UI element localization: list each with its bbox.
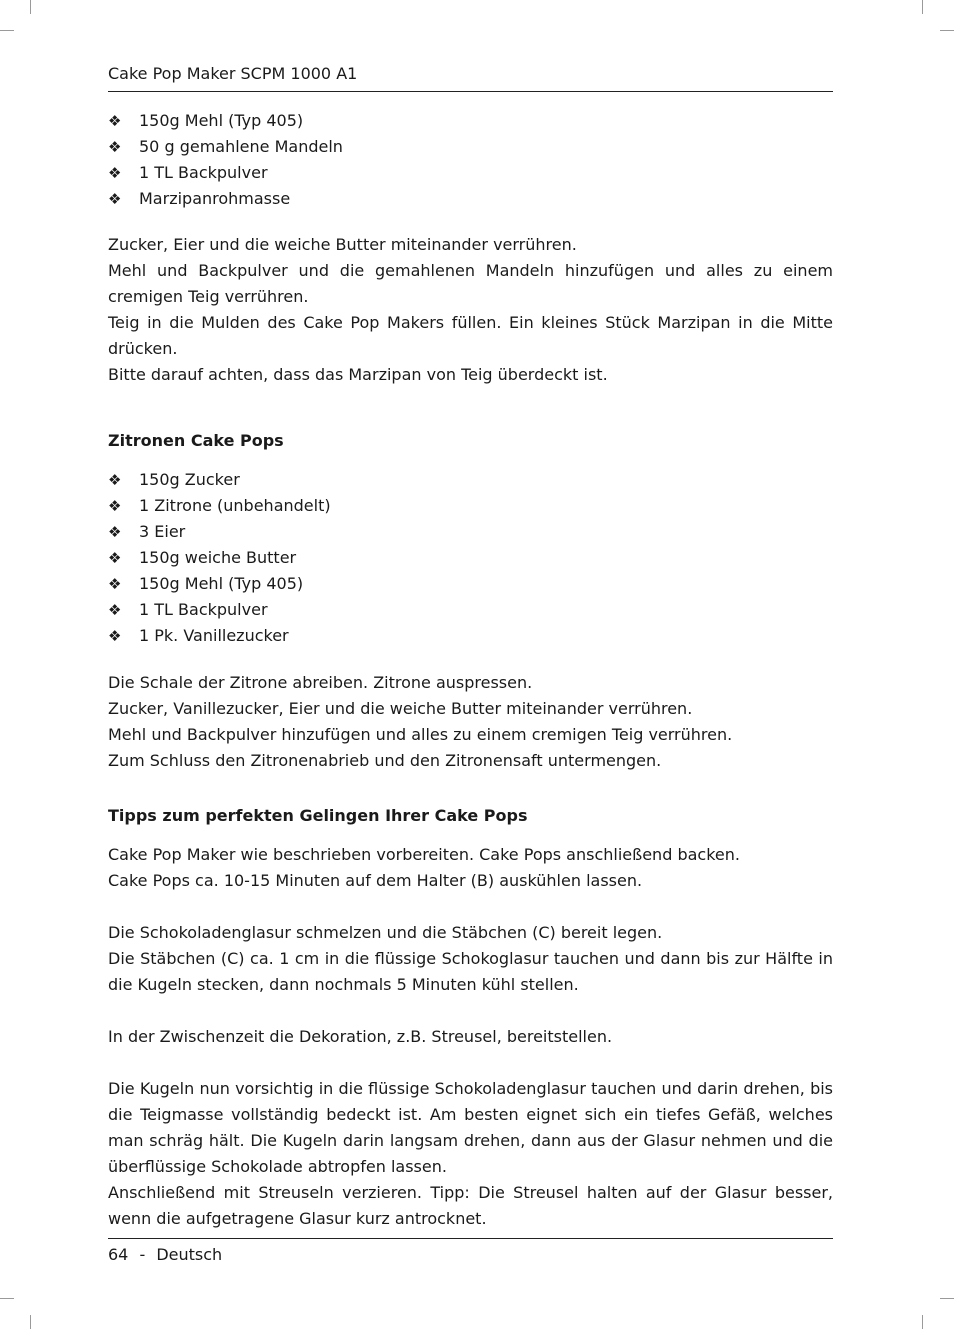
instructions-paragraph: Die Schokoladenglasur schmelzen und die Stäbchen (C) bereit legen. Die Stäbchen (C) ca. 1 cm in die flüssige Schokoglasur tauchen und dann bis zur Hälfte in die Kugeln stecken, dann nochmals 5 Minuten kühl stellen. (108, 923, 833, 994)
list-item: ❖ 150g Mehl (Typ 405) (108, 571, 833, 597)
page-number: 64 (108, 1245, 129, 1264)
running-header (108, 62, 833, 86)
header-rule (108, 91, 833, 92)
crop-mark (30, 0, 31, 14)
section-heading: Zitronen Cake Pops (108, 431, 284, 450)
list-item: ❖ 1 TL Backpulver (108, 160, 833, 186)
instructions-paragraph: Zucker, Eier und die weiche Butter miteinander verrühren. Mehl und Backpulver und die gemahlenen Mandeln hinzufügen und alles zu einem cremigen Teig verrühren. Teig in die Mulden des Cake Pop Makers füllen. Ein kleines Stück Marzipan in die Mitte drücken. Bitte darauf achten, dass das Marzipan von Teig überdeckt ist. (108, 235, 833, 384)
bullet-icon: ❖ (108, 627, 122, 645)
bullet-icon: ❖ (108, 190, 122, 208)
section-heading: Tipps zum perfekten Gelingen Ihrer Cake Pops (108, 806, 528, 825)
crop-mark (922, 0, 923, 14)
instructions-paragraph: Cake Pop Maker wie beschrieben vorbereiten. Cake Pops anschließend backen. Cake Pops ca. 10-15 Minuten auf dem Halter (B) auskühlen lassen. (108, 845, 740, 890)
list-item: ❖ 150g weiche Butter (108, 545, 833, 571)
list-item: ❖ 1 TL Backpulver (108, 597, 833, 623)
crop-mark (30, 1315, 31, 1329)
list-item: ❖ 150g Mehl (Typ 405) (108, 108, 833, 134)
crop-mark (940, 30, 954, 31)
crop-mark (0, 30, 14, 31)
bullet-icon: ❖ (108, 601, 122, 619)
bullet-icon: ❖ (108, 523, 122, 541)
crop-mark (922, 1315, 923, 1329)
list-item: ❖ Marzipanrohmasse (108, 186, 833, 212)
bullet-icon: ❖ (108, 575, 122, 593)
bullet-icon: ❖ (108, 164, 122, 182)
footer-rule (108, 1238, 833, 1239)
bullet-icon: ❖ (108, 497, 122, 515)
bullet-icon: ❖ (108, 112, 122, 130)
bullet-icon: ❖ (108, 549, 122, 567)
crop-mark (940, 1298, 954, 1299)
bullet-icon: ❖ (108, 471, 122, 489)
list-item: ❖ 50 g gemahlene Mandeln (108, 134, 833, 160)
footer-language: Deutsch (156, 1245, 223, 1264)
page-content (108, 108, 833, 1232)
footer-separator: - (139, 1245, 146, 1264)
bullet-icon: ❖ (108, 138, 122, 156)
header-title: Cake Pop Maker SCPM 1000 A1 (108, 64, 358, 83)
ingredient-list (108, 108, 833, 212)
instructions-paragraph: Die Schale der Zitrone abreiben. Zitrone auspressen. Zucker, Vanillezucker, Eier und die weiche Butter miteinander verrühren. Mehl und Backpulver hinzufügen und alles zu einem cremigen Teig verrühren. Zum Schluss den Zitronenabrieb und den Zitronensaft untermengen. (108, 673, 733, 770)
list-item: ❖ 1 Zitrone (unbehandelt) (108, 493, 833, 519)
instructions-paragraph: Die Kugeln nun vorsichtig in die flüssige Schokoladenglasur tauchen und darin drehen, bis die Teigmasse vollständig bedeckt ist. Am besten eignet sich ein tiefes Gefäß, welches man schräg hält. Die Kugeln darin langsam drehen, dann aus der Glasur nehmen und die überflüssige Schokolade abtropfen lassen. Anschließend mit Streuseln verzieren. Tipp: Die Streusel halten auf der Glasur besser, wenn die aufgetragene Glasur kurz antrocknet. (108, 1079, 833, 1228)
ingredient-list (108, 467, 833, 649)
crop-mark (0, 1298, 14, 1299)
page-footer (108, 1243, 833, 1267)
instructions-paragraph: In der Zwischenzeit die Dekoration, z.B. Streusel, bereitstellen. (108, 1027, 613, 1046)
list-item: ❖ 3 Eier (108, 519, 833, 545)
list-item: ❖ 1 Pk. Vanillezucker (108, 623, 833, 649)
list-item: ❖ 150g Zucker (108, 467, 833, 493)
